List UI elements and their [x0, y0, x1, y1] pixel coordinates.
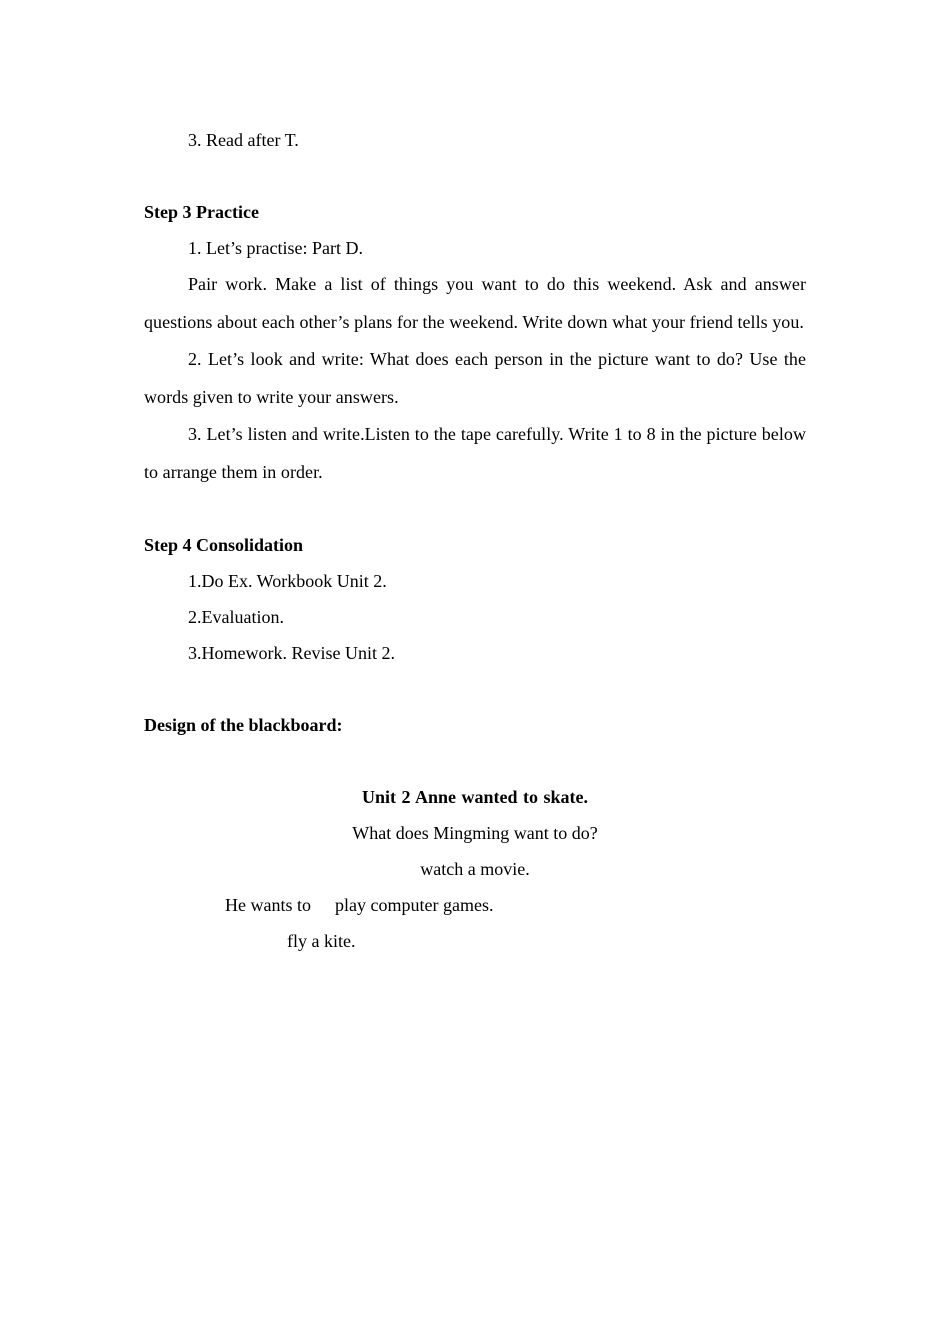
step3-item-3: 3. Let’s listen and write.Listen to the tape carefully. Write 1 to 8 in the picture below to arrange them in order.: [144, 424, 806, 482]
blackboard-heading: Design of the blackboard:: [144, 715, 343, 735]
step4-heading: Step 4 Consolidation: [144, 535, 304, 555]
step3-pair-work-paragraph: Pair work. Make a list of things you want to do this weekend. Ask and answer questions about each other’s plans for the weekend. Write down what your friend tells you.: [144, 274, 806, 332]
step3-item-1: 1. Let’s practise: Part D.: [188, 238, 363, 258]
step4-item-1: 1.Do Ex. Workbook Unit 2.: [188, 571, 387, 591]
spacer: [144, 743, 806, 779]
blackboard-title: Unit 2 Anne wanted to skate.: [361, 787, 589, 807]
blackboard-answer-row: [144, 887, 806, 923]
read-after-teacher-item: 3. Read after T.: [188, 130, 299, 150]
blackboard-option-games: play computer games.: [335, 895, 494, 915]
blackboard-question: What does Mingming want to do?: [352, 823, 598, 843]
spacer: [144, 491, 806, 527]
blackboard-design: [144, 779, 806, 959]
blackboard-option-movie: watch a movie.: [420, 859, 530, 879]
blackboard-answer-prefix: He wants to: [225, 895, 311, 915]
step4-item-3: 3.Homework. Revise Unit 2.: [188, 643, 395, 663]
spacer: [144, 671, 806, 707]
blackboard-kite-row: [144, 923, 806, 959]
lesson-plan-content: [144, 122, 806, 959]
step3-heading: Step 3 Practice: [144, 202, 259, 222]
step3-item-2: 2. Let’s look and write: What does each person in the picture want to do? Use the words given to write your answers.: [144, 349, 806, 407]
step4-item-2: 2.Evaluation.: [188, 607, 284, 627]
blackboard-option-kite: fly a kite.: [287, 931, 356, 951]
spacer: [144, 158, 806, 194]
